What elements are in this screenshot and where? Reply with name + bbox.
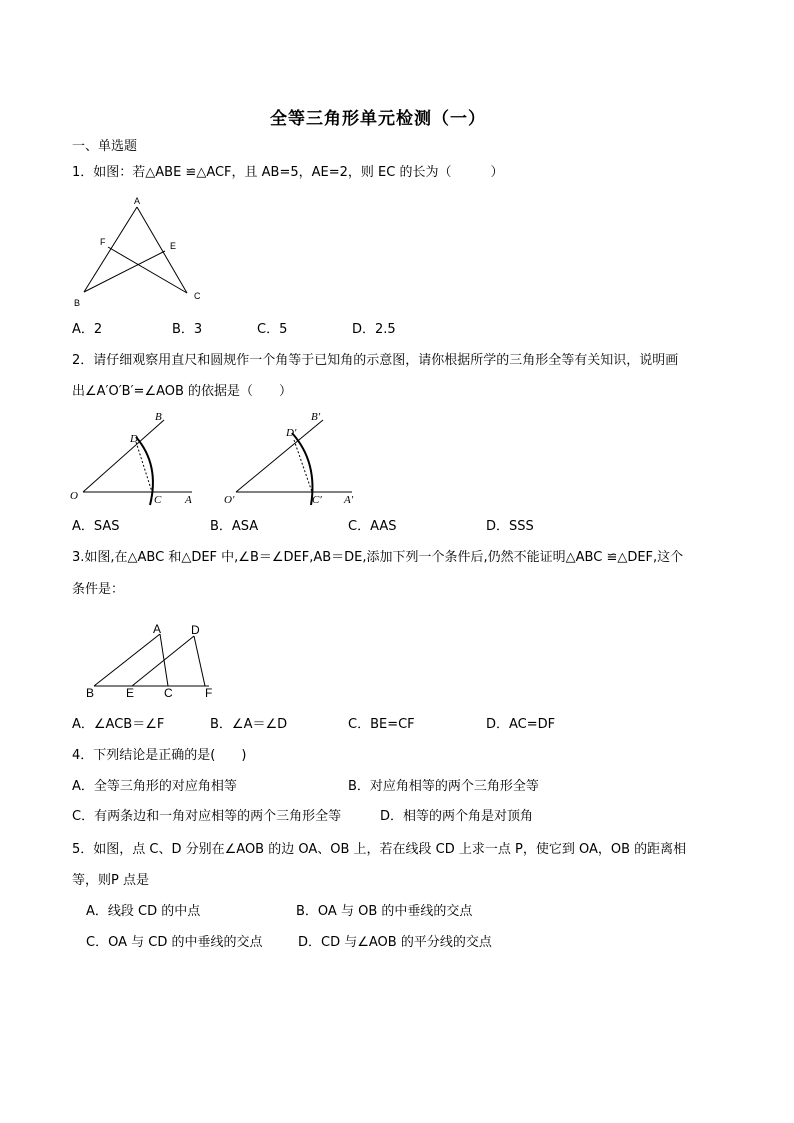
q1-figure (66, 192, 216, 310)
q3-option-c: C．BE=CF (348, 717, 415, 732)
q2-stem-line1: 2．请仔细观察用直尺和圆规作一个角等于已知角的示意图，请你根据所学的三角形全等有关知识，说明画 (72, 353, 679, 368)
q4-option-b: B．对应角相等的两个三角形全等 (348, 779, 539, 794)
q2-label-b-prime: B′ (311, 411, 321, 423)
q5-option-c: C．OA 与 CD 的中垂线的交点 (86, 935, 263, 950)
page-title: 全等三角形单元检测（一） (270, 109, 486, 129)
q2-option-c: C．AAS (348, 519, 397, 534)
q5-option-b: B．OA 与 OB 的中垂线的交点 (296, 904, 473, 919)
q4-option-d: D．相等的两个角是对顶角 (380, 809, 534, 824)
q1-option-a: A．2 (72, 322, 103, 337)
q1-option-b: B．3 (172, 322, 203, 337)
q2-option-b: B．ASA (210, 519, 259, 534)
q3-label-f: F (205, 686, 213, 700)
line-ab (84, 207, 137, 292)
q1-stem: 1．如图：若△ABE ≌△ACF，且 AB=5，AE=2，则 EC 的长为（ ） (72, 165, 504, 180)
q2-label-a: A (185, 494, 192, 506)
q5-option-d: D．CD 与∠AOB 的平分线的交点 (298, 935, 492, 950)
q2-label-o-prime: O′ (224, 494, 235, 506)
q3-stem-line1: 3.如图,在△ABC 和△DEF 中,∠B＝∠DEF,AB＝DE,添加下列一个条件后,仍然不能证明△ABC ≌△DEF,这个 (72, 550, 684, 565)
q5-stem-line1: 5．如图，点 C、D 分别在∠AOB 的边 OA、OB 上，若在线段 CD 上求一点 P，使它到 OA，OB 的距离相 (72, 842, 687, 857)
q3-label-d: D (191, 623, 200, 637)
q3-label-e: E (126, 686, 135, 700)
q4-option-a: A．全等三角形的对应角相等 (72, 779, 237, 794)
q3-option-d: D．AC=DF (486, 717, 556, 732)
q3-option-a: A．∠ACB＝∠F (72, 717, 165, 732)
q4-stem: 4．下列结论是正确的是( ) (72, 748, 247, 763)
q3-figure (80, 618, 220, 702)
q2-label-d: D (130, 433, 138, 445)
q2-label-b: B (155, 411, 162, 423)
q2-label-c-prime: C′ (312, 494, 322, 506)
q5-option-a: A．线段 CD 的中点 (86, 904, 201, 919)
q1-label-a: A (134, 196, 141, 206)
q3-label-a: A (153, 622, 162, 636)
q2-stem-line2: 出∠A′O′B′=∠AOB 的依据是（ ） (72, 384, 293, 399)
q3-label-c: C (164, 686, 173, 700)
q1-label-e: E (170, 241, 177, 251)
q5-stem-line2: 等，则P 点是 (72, 873, 149, 888)
q2-figure (64, 404, 364, 512)
line-ac (137, 207, 187, 293)
q1-option-d: D．2.5 (352, 322, 396, 337)
q2-label-a-prime: A′ (344, 494, 354, 506)
line-cf (108, 247, 187, 293)
q2-label-d-prime: D′ (286, 427, 297, 439)
q2-label-o: O (70, 490, 78, 502)
q2-option-a: A．SAS (72, 519, 120, 534)
q3-label-b: B (86, 686, 95, 700)
q1-option-c: C．5 (257, 322, 288, 337)
section-heading: 一、单选题 (72, 139, 138, 154)
q2-label-c: C (154, 494, 162, 506)
q3-option-b: B．∠A＝∠D (210, 717, 288, 732)
q1-label-b: B (74, 298, 81, 308)
q4-option-c: C．有两条边和一角对应相等的两个三角形全等 (72, 809, 342, 824)
q1-label-c: C (194, 291, 201, 301)
q3-stem-line2: 条件是： (72, 582, 125, 597)
q2-option-d: D．SSS (486, 519, 534, 534)
q1-label-f: F (100, 237, 106, 247)
